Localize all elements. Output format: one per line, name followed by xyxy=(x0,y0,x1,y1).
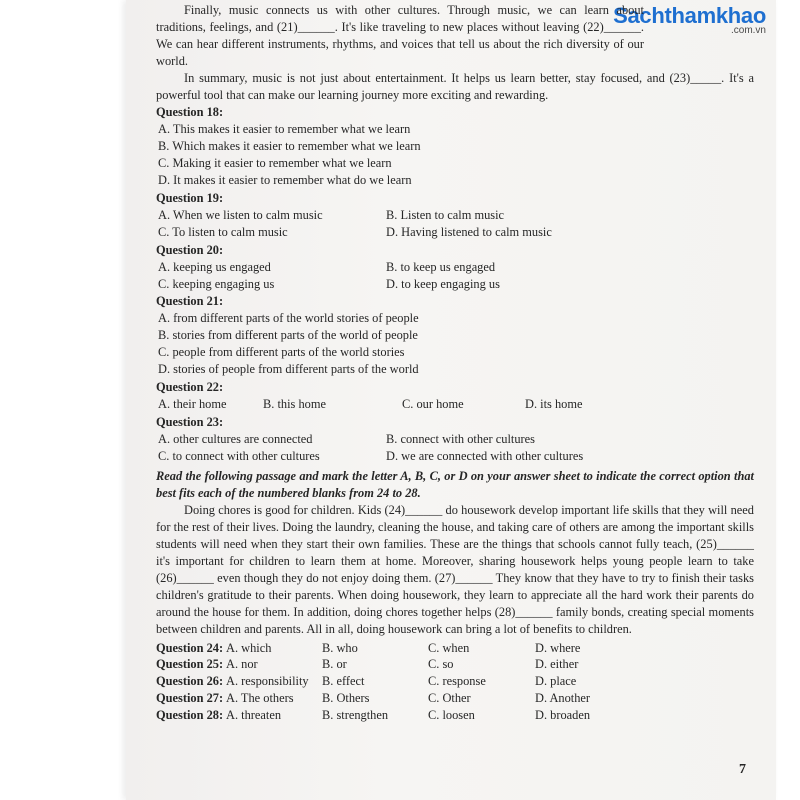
question-19-option-b: B. Listen to calm music xyxy=(386,207,505,222)
question-22-row xyxy=(156,396,754,413)
question-19-row-1 xyxy=(156,207,754,224)
question-20-option-b: B. to keep us engaged xyxy=(386,259,496,274)
question-23-row-1 xyxy=(156,431,754,448)
background-margin xyxy=(0,0,126,800)
question-28-option-b: B. strengthen xyxy=(322,708,389,723)
question-19-label: Question 19: xyxy=(156,190,224,205)
question-19-option-a: A. When we listen to calm music xyxy=(158,207,323,222)
question-23-option-a: A. other cultures are connected xyxy=(158,431,313,446)
question-27-label: Question 27: xyxy=(156,691,224,706)
logo-brand: Sachthamkhao xyxy=(613,3,766,28)
question-24-row xyxy=(156,640,754,657)
question-21-option-b: B. stories from different parts of the world of people xyxy=(158,328,418,343)
question-23-label: Question 23: xyxy=(156,414,224,429)
question-26-option-d: D. place xyxy=(535,674,577,689)
question-18-option-b: B. Which makes it easier to remember what we learn xyxy=(158,139,421,154)
section-instruction: Read the following passage and mark the letter A, B, C, or D on your answer sheet to indicate the correct option that best fits each of the numbered blanks from 24 to 28. xyxy=(156,469,754,501)
question-19-option-c: C. To listen to calm music xyxy=(158,224,288,239)
question-20-row-1 xyxy=(156,259,754,276)
question-27-option-b: B. Others xyxy=(322,691,370,706)
passage1-paragraph-1: Finally, music connects us with other cultures. Through music, we can learn about traditions, feelings, and (21)______. It's like traveling to new places without leaving (22)______. We can hear different instruments, rhythms, and voices that tell us about the rich diversity of our world. xyxy=(156,3,644,68)
question-24-option-a: A. which xyxy=(226,640,272,655)
question-20-option-a: A. keeping us engaged xyxy=(158,259,271,274)
question-25-option-b: B. or xyxy=(322,657,347,672)
question-27-option-c: C. Other xyxy=(428,691,471,706)
question-28-option-c: C. loosen xyxy=(428,708,475,723)
question-21-option-a: A. from different parts of the world stories of people xyxy=(158,311,419,326)
question-25-label: Question 25: xyxy=(156,657,224,672)
question-18-option-a: A. This makes it easier to remember what we learn xyxy=(158,122,411,137)
question-28-label: Question 28: xyxy=(156,708,224,723)
question-20-row-2 xyxy=(156,276,754,293)
question-23-option-c: C. to connect with other cultures xyxy=(158,448,320,463)
question-24-label: Question 24: xyxy=(156,640,224,655)
question-21-label: Question 21: xyxy=(156,294,224,309)
question-20-option-d: D. to keep engaging us xyxy=(386,276,500,291)
question-27-row xyxy=(156,690,754,707)
question-22-option-d: D. its home xyxy=(525,396,583,411)
question-26-option-c: C. response xyxy=(428,674,486,689)
question-23-row-2 xyxy=(156,448,754,465)
question-24-option-b: B. who xyxy=(322,640,358,655)
question-21-option-d: D. stories of people from different parts of the world xyxy=(158,362,419,377)
passage2-paragraph: Doing chores is good for children. Kids (24)______ do housework develop important life skills that they will need for the rest of their lives. Doing the laundry, cleaning the house, and taking care of others are among the important skills students will need when they start their own families. These are the things that schools cannot fully teach, (25)______ it's important for children to learn them at home. Moreover, sharing housework helps young people learn to take (26)______ even though they do not enjoy doing them. (27)______ They know that they have to try to finish their tasks children's gratitude to their parents. When doing housework, they learn to appreciate all the hard work their parents do around the house for them. In addition, doing chores together helps (28)______ family bonds, creating special moments between children and parents. All in all, doing housework can bring a lot of benefits to children. xyxy=(156,503,754,636)
question-22-option-a: A. their home xyxy=(158,396,227,411)
question-25-option-a: A. nor xyxy=(226,657,258,672)
question-22-option-c: C. our home xyxy=(402,396,464,411)
question-25-option-d: D. either xyxy=(535,657,579,672)
page-content xyxy=(156,2,754,724)
question-25-option-c: C. so xyxy=(428,657,454,672)
question-24-option-c: C. when xyxy=(428,640,470,655)
question-25-row xyxy=(156,656,754,673)
document-page xyxy=(126,0,776,800)
question-18-label: Question 18: xyxy=(156,105,224,120)
passage1-paragraph-2: In summary, music is not just about entertainment. It helps us learn better, stay focused, and (23)_____. It's a powerful tool that can make our learning journey more exciting and rewarding. xyxy=(156,70,754,102)
question-18-option-c: C. Making it easier to remember what we learn xyxy=(158,156,392,171)
question-26-option-b: B. effect xyxy=(322,674,365,689)
question-20-option-c: C. keeping engaging us xyxy=(158,276,275,291)
question-22-label: Question 22: xyxy=(156,379,224,394)
question-28-option-a: A. threaten xyxy=(226,708,282,723)
question-26-option-a: A. responsibility xyxy=(226,674,309,689)
question-21-option-c: C. people from different parts of the world stories xyxy=(158,345,405,360)
question-26-row xyxy=(156,673,754,690)
question-27-option-a: A. The others xyxy=(226,691,294,706)
question-28-row xyxy=(156,707,754,724)
question-19-option-d: D. Having listened to calm music xyxy=(386,224,552,239)
question-27-option-d: D. Another xyxy=(535,691,591,706)
question-28-option-d: D. broaden xyxy=(535,708,591,723)
question-24-option-d: D. where xyxy=(535,640,581,655)
question-23-option-b: B. connect with other cultures xyxy=(386,431,535,446)
logo-domain: .com.vn xyxy=(730,25,766,36)
question-26-label: Question 26: xyxy=(156,674,224,689)
question-22-option-b: B. this home xyxy=(263,396,326,411)
question-18-option-d: D. It makes it easier to remember what do we learn xyxy=(158,173,412,188)
question-20-label: Question 20: xyxy=(156,242,224,257)
page-number: 7 xyxy=(739,762,746,777)
question-23-option-d: D. we are connected with other cultures xyxy=(386,448,584,463)
question-19-row-2 xyxy=(156,224,754,241)
